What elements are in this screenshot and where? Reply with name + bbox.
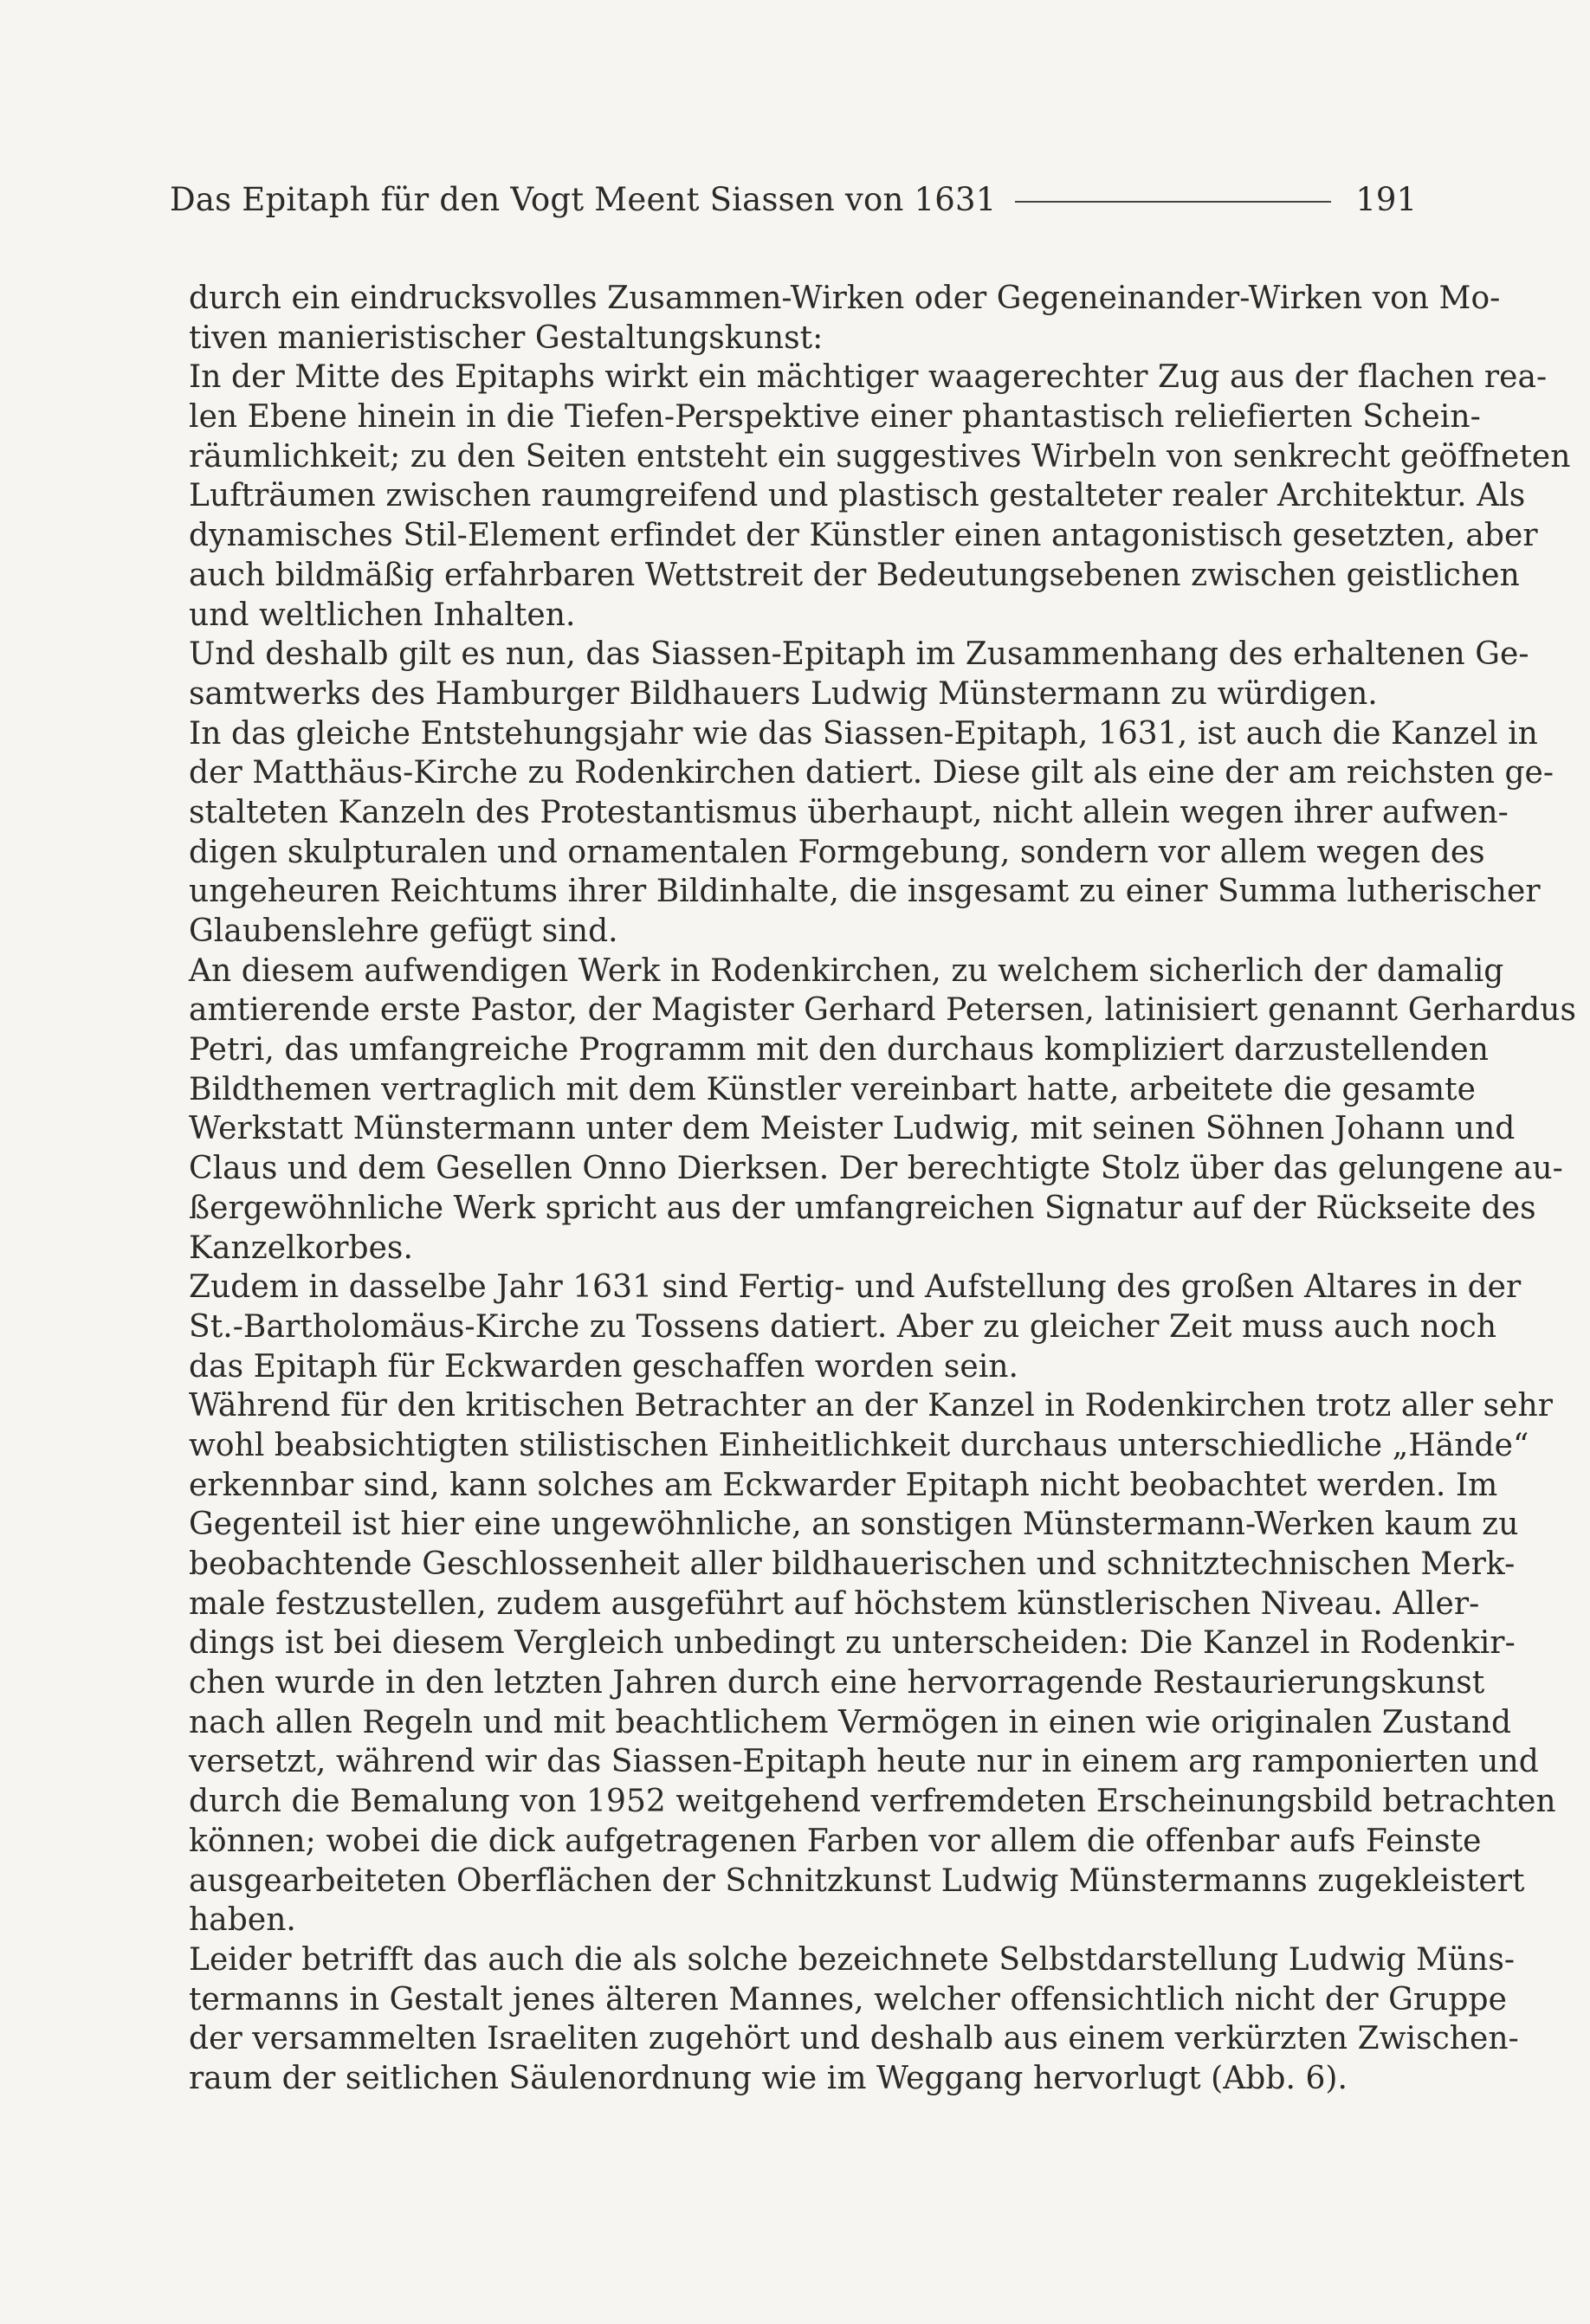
text-line: Während für den kritischen Betrachter an der Kanzel in Rodenkirchen trotz aller sehr — [189, 1388, 1553, 1424]
text-line: durch die Bemalung von 1952 weitgehend verfremdeten Erscheinungsbild betrachten — [189, 1784, 1556, 1820]
text-line: haben. — [189, 1902, 296, 1939]
text-line: der Matthäus-Kirche zu Rodenkirchen datiert. Diese gilt als eine der am reichsten ge- — [189, 755, 1554, 791]
text-line: amtierende erste Pastor, der Magister Gerhard Petersen, latinisiert genannt Gerhardus — [189, 992, 1576, 1029]
body-text — [189, 279, 1576, 2099]
page-number: 191 — [1355, 180, 1417, 218]
text-line: An diesem aufwendigen Werk in Rodenkirchen, zu welchem sicherlich der damalig — [189, 952, 1504, 989]
text-line: versetzt, während wir das Siassen-Epitaph heute nur in einem arg ramponierten und — [189, 1744, 1539, 1780]
text-line: beobachtende Geschlossenheit aller bildhauerischen und schnitztechnischen Merk- — [189, 1546, 1516, 1582]
text-line: male festzustellen, zudem ausgeführt auf höchstem künstlerischen Niveau. Aller- — [189, 1585, 1480, 1622]
text-line: samtwerks des Hamburger Bildhauers Ludwig Münstermann zu würdigen. — [189, 675, 1378, 712]
text-line: Claus und dem Gesellen Onno Dierksen. Der berechtigte Stolz über das gelungene au- — [189, 1151, 1563, 1187]
text-line: In das gleiche Entstehungsjahr wie das Siassen-Epitaph, 1631, ist auch die Kanzel in — [189, 715, 1538, 752]
text-line: auch bildmäßig erfahrbaren Wettstreit der Bedeutungsebenen zwischen geistlichen — [189, 557, 1520, 593]
text-line: chen wurde in den letzten Jahren durch eine hervorragende Restaurierungskunst — [189, 1665, 1485, 1701]
text-line: stalteten Kanzeln des Protestantismus überhaupt, nicht allein wegen ihrer aufwen- — [189, 794, 1509, 830]
text-line: len Ebene hinein in die Tiefen-Perspektive einer phantastisch reliefierten Schein- — [189, 399, 1481, 436]
text-line: tiven manieristischer Gestaltungskunst: — [189, 320, 824, 356]
text-line: ßergewöhnliche Werk spricht aus der umfangreichen Signatur auf der Rückseite des — [189, 1190, 1536, 1226]
text-line: der versammelten Israeliten zugehört und deshalb aus einem verkürzten Zwischen- — [189, 2021, 1519, 2057]
text-line: digen skulpturalen und ornamentalen Formgebung, sondern vor allem wegen des — [189, 834, 1485, 870]
text-line: dynamisches Stil-Element erfindet der Künstler einen antagonistisch gesetzten, aber — [189, 518, 1538, 554]
text-line: dings ist bei diesem Vergleich unbedingt zu unterscheiden: Die Kanzel in Rodenkir- — [189, 1625, 1516, 1662]
text-line: können; wobei die dick aufgetragenen Farben vor allem die offenbar aufs Feinste — [189, 1823, 1482, 1859]
text-line: räumlichkeit; zu den Seiten entsteht ein suggestives Wirbeln von senkrecht geöffneten — [189, 438, 1571, 474]
text-line: das Epitaph für Eckwarden geschaffen worden sein. — [189, 1348, 1019, 1385]
text-line: Zudem in dasselbe Jahr 1631 sind Fertig- und Aufstellung des großen Altares in der — [189, 1269, 1522, 1306]
text-line: nach allen Regeln und mit beachtlichem Vermögen in einen wie originalen Zustand — [189, 1704, 1512, 1740]
running-head-title: Das Epitaph für den Vogt Meent Siassen von 1631 — [170, 180, 997, 218]
text-line: erkennbar sind, kann solches am Eckwarder Epitaph nicht beobachtet werden. Im — [189, 1467, 1498, 1503]
text-line: raum der seitlichen Säulenordnung wie im Weggang hervorlugt (Abb. 6). — [189, 2060, 1348, 2096]
text-line: termanns in Gestalt jenes älteren Mannes, welcher offensichtlich nicht der Gruppe — [189, 1981, 1507, 2017]
text-line: Bildthemen vertraglich mit dem Künstler vereinbart hatte, arbeitete die gesamte — [189, 1071, 1477, 1107]
text-line: ungeheuren Reichtums ihrer Bildinhalte, die insgesamt zu einer Summa lutherischer — [189, 874, 1541, 910]
text-line: In der Mitte des Epitaphs wirkt ein mächtiger waagerechter Zug aus der flachen rea- — [189, 359, 1548, 396]
text-line: Kanzelkorbes. — [189, 1230, 413, 1266]
text-line: ausgearbeiteten Oberflächen der Schnitzkunst Ludwig Münstermanns zugekleistert — [189, 1862, 1525, 1899]
text-line: und weltlichen Inhalten. — [189, 597, 576, 633]
text-line: Glaubenslehre gefügt sind. — [189, 913, 618, 949]
text-line: Gegenteil ist hier eine ungewöhnliche, an sonstigen Münstermann-Werken kaum zu — [189, 1507, 1519, 1543]
text-line: Petri, das umfangreiche Programm mit den durchaus kompliziert darzustellenden — [189, 1032, 1489, 1068]
running-head — [170, 173, 1417, 225]
text-line: Leider betrifft das auch die als solche bezeichnete Selbstdarstellung Ludwig Müns- — [189, 1941, 1516, 1978]
text-line: Und deshalb gilt es nun, das Siassen-Epitaph im Zusammenhang des erhaltenen Ge- — [189, 636, 1529, 673]
text-line: durch ein eindrucksvolles Zusammen-Wirken oder Gegeneinander-Wirken von Mo- — [189, 281, 1501, 316]
text-line: Lufträumen zwischen raumgreifend und plastisch gestalteter realer Architektur. Als — [189, 478, 1526, 514]
text-line: St.-Bartholomäus-Kirche zu Tossens datiert. Aber zu gleicher Zeit muss auch noch — [189, 1308, 1497, 1345]
text-line: wohl beabsichtigten stilistischen Einheitlichkeit durchaus unterschiedliche „Hände“ — [189, 1427, 1529, 1463]
running-head-rule — [1015, 201, 1331, 203]
text-line: Werkstatt Münstermann unter dem Meister Ludwig, mit seinen Söhnen Johann und — [189, 1111, 1516, 1147]
